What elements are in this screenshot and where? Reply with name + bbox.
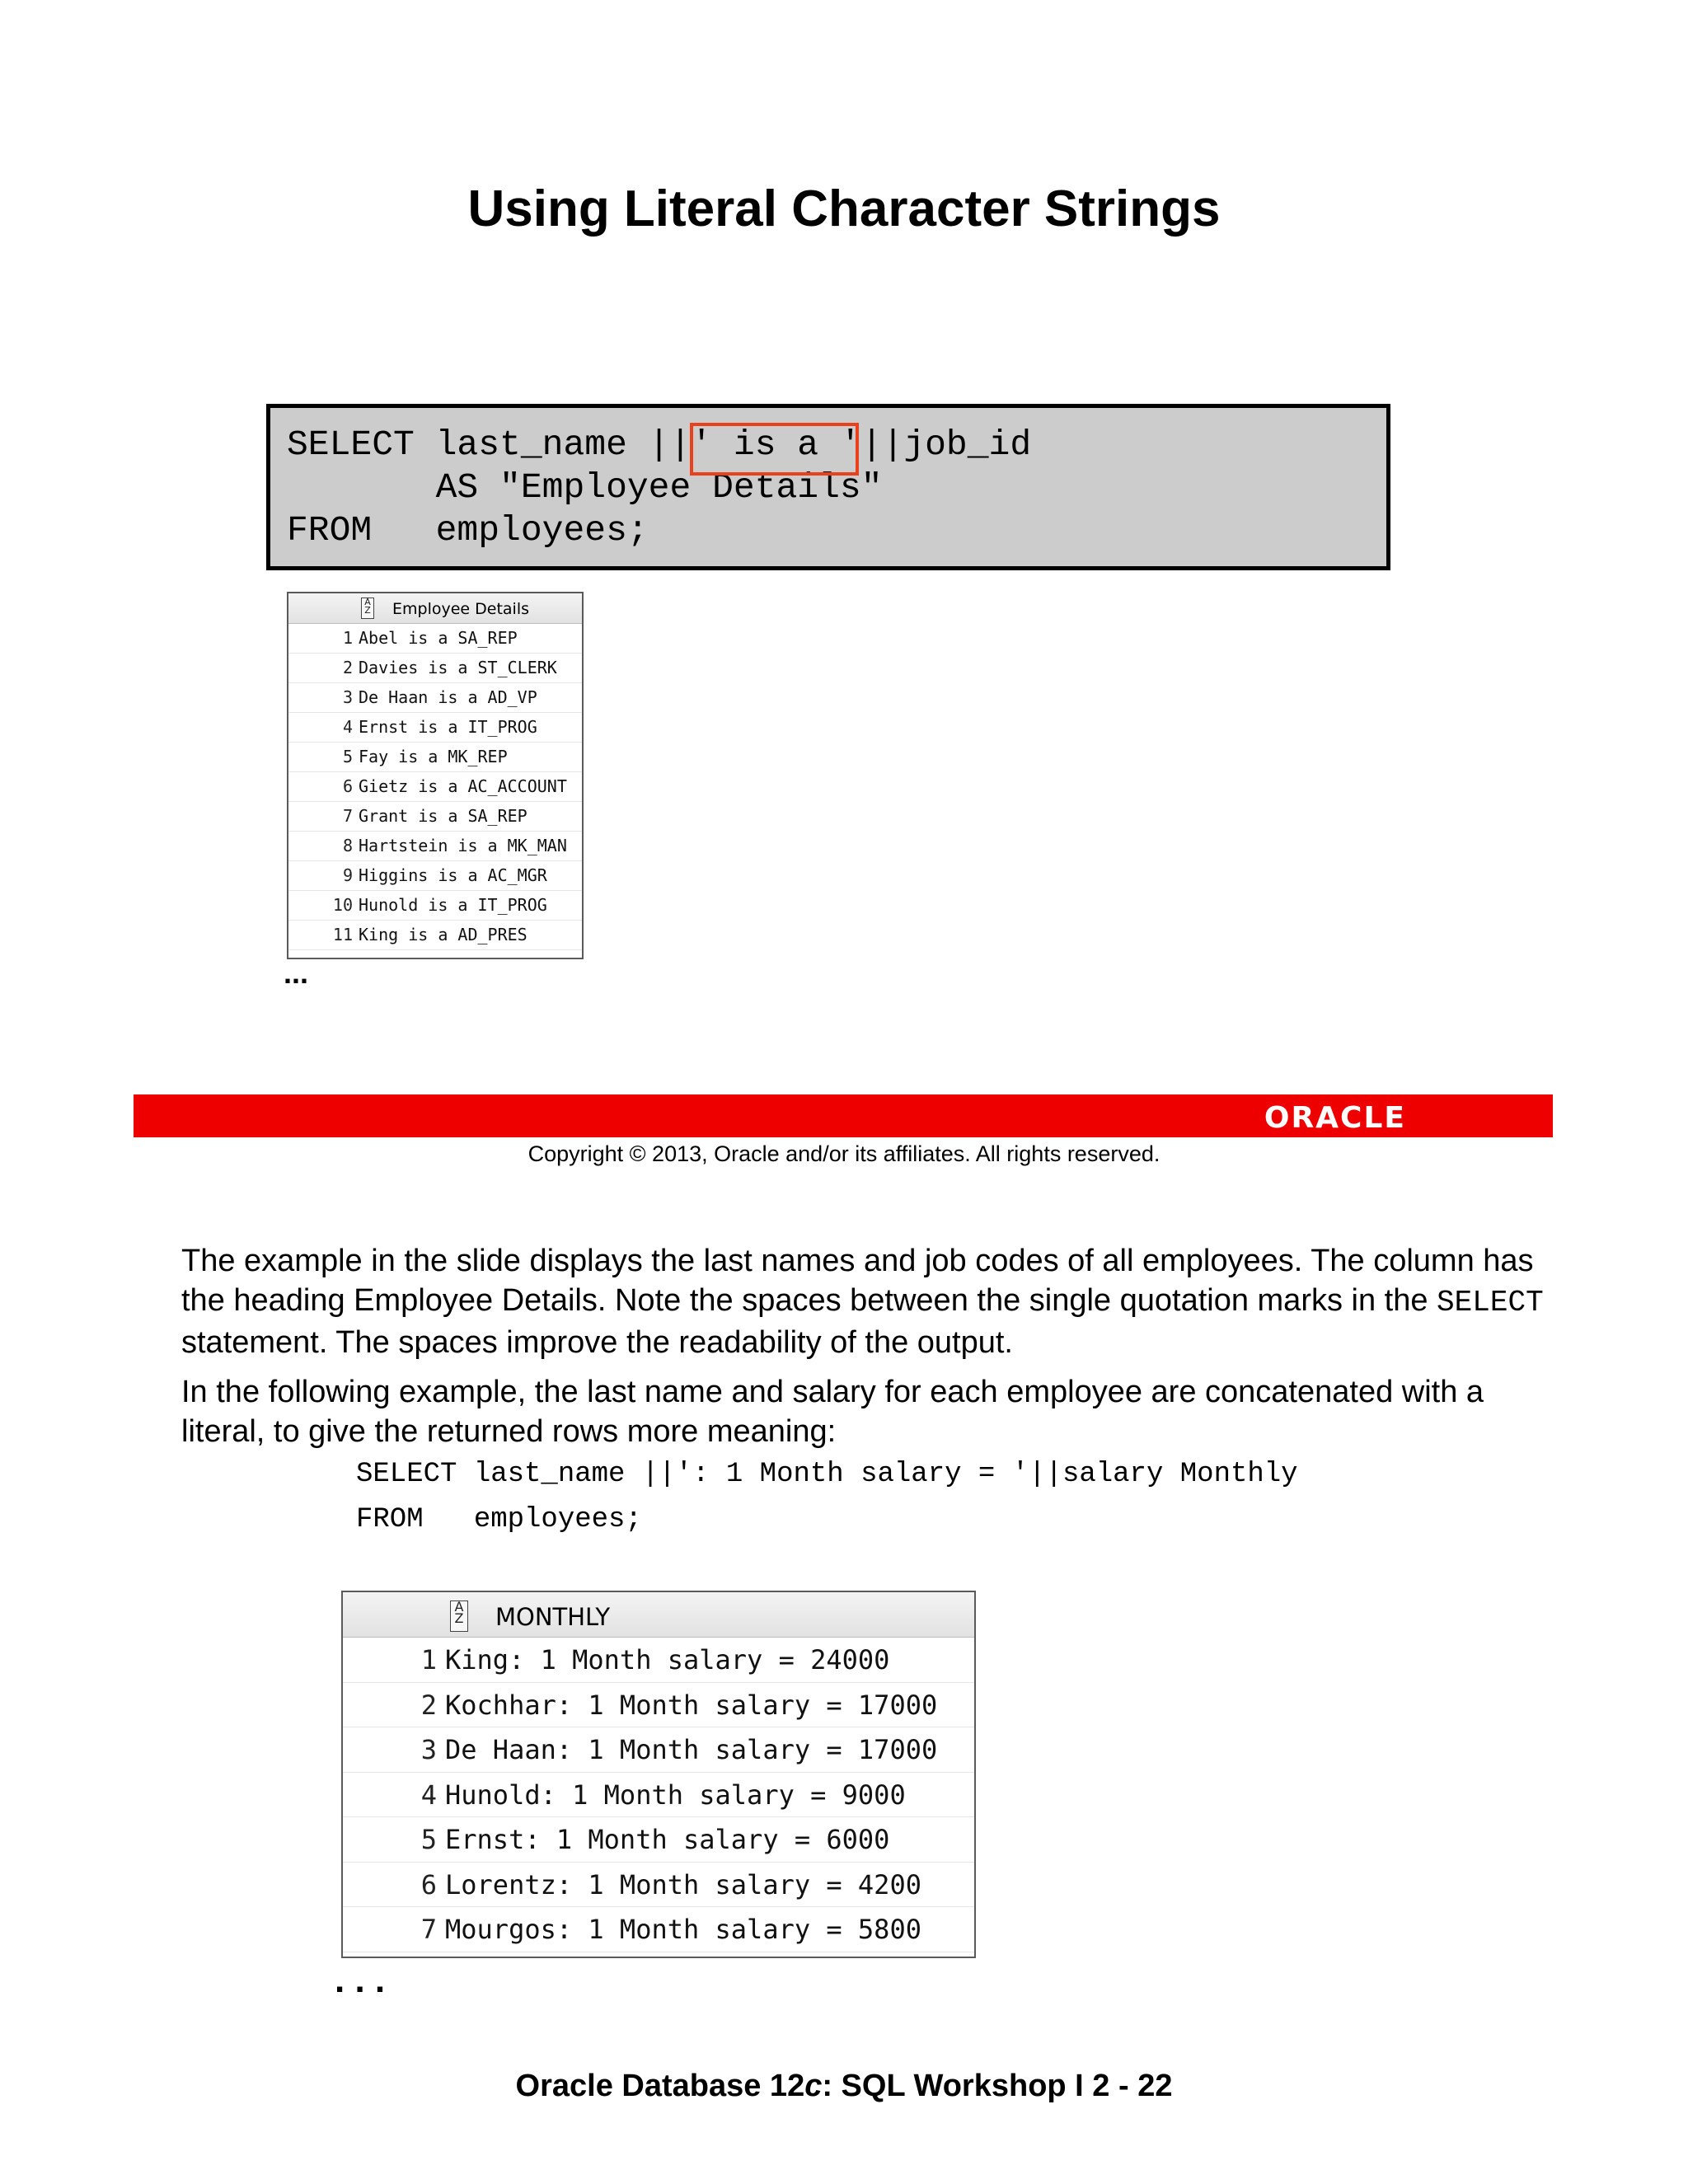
code-line-1: SELECT last_name ||' is a '||job_id (287, 424, 1032, 465)
row-number: 2 (342, 658, 353, 677)
footer-italic: c (804, 2069, 823, 2103)
sort-az-icon: A Z (361, 598, 374, 619)
row-value: Fay is a MK_REP (359, 747, 508, 766)
table-row (288, 742, 582, 772)
oracle-banner (134, 1094, 1553, 1137)
ellipsis-2: . . . (335, 1960, 386, 2000)
notes-paragraph-2: In the following example, the last name and salary for each employee are concatenated with a literal, to give the returned rows more meaning: (181, 1375, 1484, 1449)
para1-text-a: The example in the slide displays the last names and job codes of all employees. The column has the heading Employee Details. Note the spaces between the single quotation marks in the (181, 1244, 1534, 1318)
table-row (343, 1772, 974, 1818)
code-line-2: AS "Employee Details" (287, 467, 883, 508)
row-value: Davies is a ST_CLERK (359, 658, 557, 677)
row-number: 10 (332, 895, 353, 915)
footer-prefix: Oracle Database 12 (515, 2069, 805, 2103)
para1-text-b: statement. The spaces improve the readability of the output. (181, 1325, 1013, 1360)
table-row (288, 712, 582, 743)
row-number: 4 (420, 1779, 437, 1811)
row-value: Ernst: 1 Month salary = 6000 (445, 1824, 890, 1855)
grid-header-label: Employee Details (392, 600, 530, 618)
table-row (343, 1637, 974, 1683)
page-footer (0, 2069, 1688, 2104)
sort-az-icon: A Z (450, 1601, 468, 1632)
row-value: De Haan: 1 Month salary = 17000 (445, 1734, 938, 1765)
oracle-logo: ORACLE (1264, 1101, 1406, 1135)
row-value: Abel is a SA_REP (359, 628, 518, 648)
row-number: 3 (342, 687, 353, 707)
row-value: King: 1 Month salary = 24000 (445, 1644, 890, 1675)
ellipsis-1: ... (284, 956, 309, 990)
row-number: 5 (420, 1824, 437, 1855)
table-row (288, 801, 582, 832)
row-number: 4 (342, 717, 353, 737)
grid-header-label: MONTHLY (495, 1603, 611, 1631)
row-value: Hunold is a IT_PROG (359, 895, 547, 915)
result-grid-employee-details (287, 592, 584, 959)
row-value: Mourgos: 1 Month salary = 5800 (445, 1914, 921, 1945)
table-row (343, 1862, 974, 1908)
row-number: 1 (420, 1644, 437, 1675)
row-value: Hunold: 1 Month salary = 9000 (445, 1779, 906, 1811)
table-row (288, 771, 582, 802)
result-grid-monthly (341, 1591, 976, 1958)
row-value: Hartstein is a MK_MAN (359, 836, 567, 855)
row-number: 3 (420, 1734, 437, 1765)
row-value: De Haan is a AD_VP (359, 687, 537, 707)
table-row (343, 1906, 974, 1952)
code-line-3: FROM employees; (287, 510, 649, 551)
row-number: 2 (420, 1689, 437, 1721)
copyright-text: Copyright © 2013, Oracle and/or its affiliates. All rights reserved. (528, 1141, 1160, 1166)
row-number: 8 (342, 836, 353, 855)
row-number: 1 (342, 628, 353, 648)
row-number: 5 (342, 747, 353, 766)
table-row (343, 1816, 974, 1863)
grid-header (288, 593, 582, 624)
row-value: Kochhar: 1 Month salary = 17000 (445, 1689, 938, 1721)
row-number: 11 (332, 925, 353, 944)
table-row (288, 623, 582, 654)
sql-code-block (266, 404, 1390, 570)
table-row (288, 890, 582, 921)
row-number: 9 (342, 865, 353, 885)
row-number: 7 (342, 806, 353, 826)
table-row (288, 831, 582, 861)
table-row (288, 920, 582, 950)
table-row (288, 860, 582, 891)
row-value: Lorentz: 1 Month salary = 4200 (445, 1868, 921, 1900)
notes-paragraph-1 (181, 1241, 1550, 1362)
notes-code-line-2: FROM employees; (356, 1504, 642, 1535)
literal-highlight-box (690, 423, 859, 476)
row-value: Higgins is a AC_MGR (359, 865, 547, 885)
row-number: 6 (342, 776, 353, 796)
grid-header (343, 1592, 974, 1638)
row-number: 7 (420, 1914, 437, 1945)
table-row (288, 653, 582, 683)
notes-code-line-1: SELECT last_name ||': 1 Month salary = '||salary Monthly (356, 1459, 1298, 1490)
footer-suffix: : SQL Workshop I 2 - 22 (822, 2069, 1173, 2103)
table-row (288, 682, 582, 713)
table-row (343, 1682, 974, 1728)
row-value: Grant is a SA_REP (359, 806, 528, 826)
table-row (343, 1727, 974, 1773)
para1-inline-code: SELECT (1437, 1286, 1544, 1319)
row-value: Gietz is a AC_ACCOUNT (359, 776, 567, 796)
slide-title: Using Literal Character Strings (467, 180, 1221, 237)
row-value: King is a AD_PRES (359, 925, 528, 944)
row-value: Ernst is a IT_PROG (359, 717, 537, 737)
row-number: 6 (420, 1868, 437, 1900)
